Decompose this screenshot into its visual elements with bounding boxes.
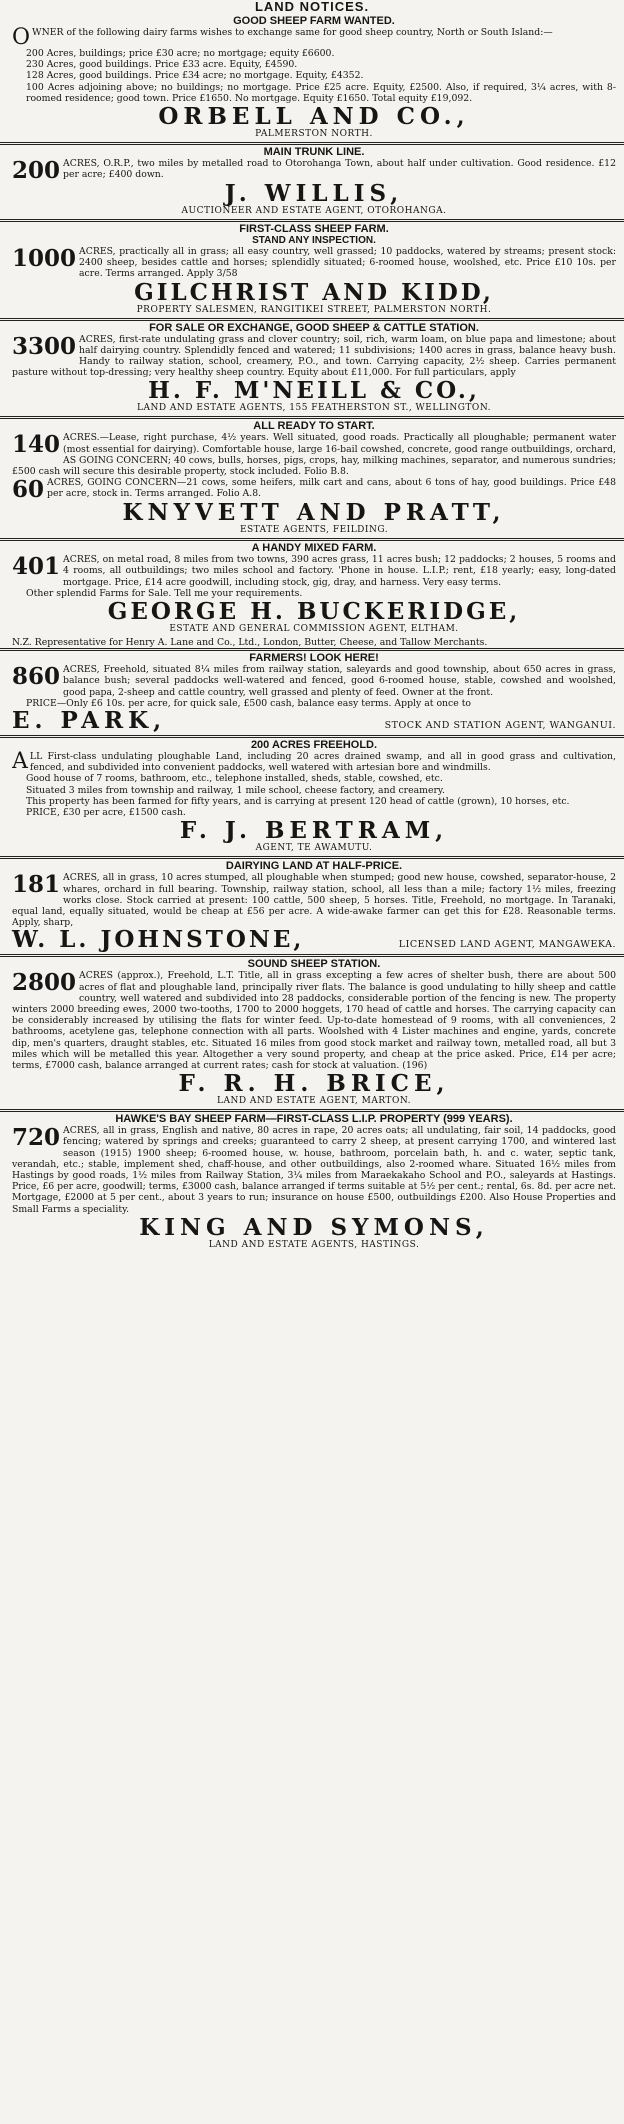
ad-body: OWNER of the following dairy farms wishes to exchange same for good sheep country, North or South Island:— — [12, 27, 553, 48]
ad-body: 1000 ACRES, practically all in grass; all easy country, well grassed; 10 paddocks, watered by streams; present stock: 2400 sheep, besides cattle and horses; splendidly situated; 6-roomed house, woolshed, etc. Price £10 10s. per acre. Terms arranged. Apply 3/58 — [12, 246, 616, 280]
ad-firm-name: E. PARK, — [12, 707, 167, 735]
ad-firm-address: PROPERTY SALESMEN, RANGITIKEI STREET, PALMERSTON NORTH. — [136, 304, 492, 315]
ad-firm-name: KNYVETT AND PRATT, — [122, 499, 506, 527]
ad-firm-name: F. R. H. BRICE, — [178, 1070, 450, 1098]
ad-lead: 3300 — [12, 333, 77, 360]
ad-subtitle: STAND ANY INSPECTION. — [252, 235, 376, 247]
ad-signature — [12, 928, 616, 954]
ad-lead: O — [12, 27, 31, 48]
ad-firm-name: GEORGE H. BUCKERIDGE, — [107, 598, 521, 626]
ad-body-line: 100 Acres adjoining above; no buildings; no mortgage. Price £25 acre. Equity, £2500. Also, if required, 3¼ acres, with 8-roomed residence; good town. Price £1650. No mortgage. Equity £1650. Total equity £19,092. — [26, 81, 616, 104]
ad-lead: 1000 — [12, 246, 77, 273]
ad-200-acres-freehold — [0, 739, 624, 859]
ad-body-line: 128 Acres, good buildings. Price £34 acre; no mortgage. Equity, £4352. — [26, 70, 364, 82]
ad-lead-second: 60 — [12, 477, 45, 501]
ad-body-line: PRICE, £30 per acre, £1500 cash. — [26, 807, 186, 819]
ad-lead: 140 — [12, 432, 61, 459]
ad-body: ALL First-class undulating ploughable Land, including 20 acres drained swamp, and all in good grass and cultivation, fenced, and subdivided into convenient paddocks, well watered with artesian bore and windmills. — [12, 751, 616, 774]
ad-lead: 860 — [12, 664, 61, 691]
ad-body: 720 ACRES, all in grass, English and native, 80 acres in rape, 20 acres oats; all undulating, fair soil, 14 paddocks, good fencing; watered by springs and creeks; guaranteed to carry 2 sheep, at present carrying 1700, and wintered last season (1915) 1900 sheep; 6-roomed house, w. house, bathroom, porcelain bath, h. and c. water, septic tank, verandah, etc.; stable, implement shed, chaff-house, and other outbuildings, also 2-roomed whare. Situated 16½ miles from Hastings by good roads, 1½ miles from Railway Station, 3¼ miles from Maraekakaho School and P.O., saleyards at Hastings. Price, £6 per acre, goodwill; terms, £3000 cash, balance arranged if terms suitable at 5½ per cent.; rental, 6s. 8d. per acre net. Mortgage, £2000 at 5 per cent., about 3 years to run; insurance on house £500, outbuildings £200. Also House Properties and Small Farms a speciality. — [12, 1125, 616, 1215]
ad-title: GOOD SHEEP FARM WANTED. — [233, 15, 395, 27]
ad-firm-name: J. WILLIS, — [224, 180, 404, 208]
ad-firm-address: ESTATE AGENTS, FEILDING. — [239, 525, 389, 536]
ad-body-line: Other splendid Farms for Sale. Tell me your requirements. — [26, 587, 303, 599]
ad-first-class-sheep-farm — [0, 223, 624, 321]
ad-lead: 720 — [12, 1125, 61, 1152]
ad-all-ready-to-start — [0, 420, 624, 541]
ad-firm-name: W. L. JOHNSTONE, — [12, 926, 305, 954]
ad-body-line: 200 Acres, buildings; price £30 acre; no mortgage; equity £6600. — [26, 48, 335, 59]
ad-title: SOUND SHEEP STATION. — [247, 958, 381, 971]
ad-body: 860 ACRES, Freehold, situated 8¼ miles from railway station, saleyards and good township, about 650 acres in grass, balance bush; several paddocks well-watered and fenced, good 6-roomed house, stable, cowshed and woolshed, good papa, 2-sheep and cattle country, well grassed and plenty of feed. Owner at the front. — [12, 664, 616, 698]
ad-lead: 401 — [12, 554, 61, 581]
ad-signature — [12, 709, 616, 735]
ad-body-line: PRICE—Only £6 10s. per acre, for quick sale, £500 cash, balance easy terms. Apply at once to — [26, 697, 472, 709]
ad-lead: 200 — [12, 158, 61, 182]
ad-sheep-cattle-station — [0, 322, 624, 420]
ad-body-line: This property has been farmed for fifty years, and is carrying at present 120 head of cattle (grown), 10 horses, etc. — [26, 795, 570, 807]
ad-good-sheep-farm-wanted — [0, 15, 624, 145]
ad-firm-name: GILCHRIST AND KIDD, — [134, 278, 494, 306]
ad-body: 200 ACRES, O.R.P., two miles by metalled road to Otorohanga Town, about half under cultivation. Good residence. £12 per acre; £400 down. — [12, 158, 616, 182]
ad-lead: 181 — [12, 872, 61, 899]
ad-firm-address: STOCK AND STATION AGENT, WANGANUI. — [384, 720, 616, 732]
ad-title: FIRST-CLASS SHEEP FARM. — [239, 223, 389, 236]
ad-title: ALL READY TO START. — [253, 420, 375, 433]
ad-firm-address: LICENSED LAND AGENT, MANGAWEKA. — [398, 939, 616, 951]
ad-firm-address: LAND AND ESTATE AGENTS, 155 FEATHERSTON ST., WELLINGTON. — [137, 403, 491, 414]
ad-body-second: 60 ACRES, GOING CONCERN—21 cows, some heifers, milk cart and cans, about 6 tons of hay, good buildings. Price £48 per acre, stock in. Terms arranged. Folio A.8. — [12, 477, 616, 501]
section-header: LAND NOTICES. — [254, 0, 370, 14]
ad-title: A HANDY MIXED FARM. — [251, 542, 377, 555]
ad-sound-sheep-station — [0, 958, 624, 1112]
ad-firm-note: N.Z. Representative for Henry A. Lane and Co., Ltd., London, Butter, Cheese, and Tallow Merchants. — [12, 637, 488, 649]
ad-title: DAIRYING LAND AT HALF-PRICE. — [225, 860, 403, 873]
ad-firm-name: H. F. M'NEILL & CO., — [148, 377, 480, 405]
ad-farmers-look-here — [0, 652, 624, 738]
ad-lead: A — [12, 751, 28, 774]
ad-title: MAIN TRUNK LINE. — [263, 146, 365, 159]
ad-body-line: Situated 3 miles from township and railway, 1 mile school, cheese factory, and creamery. — [26, 784, 445, 796]
ad-body: 2800 ACRES (approx.), Freehold, L.T. Title, all in grass excepting a few acres of shelter bush, there are about 500 acres of flat and ploughable land, principally river flats. The balance is good undulating to hilly sheep and cattle country, well watered and subdivided into 28 paddocks, considerable portion of the fencing is new. The property winters 2000 breeding ewes, 2000 two-tooths, 1700 to 2000 hoggets, 170 head of cattle and horses. The carrying capacity can be considerably increased by utilising the flats for winter feed. Up-to-date homestead of 9 rooms, with all conveniences, 2 bathrooms, acetylene gas, telephone connection with all parts. Woolshed with 4 Lister machines and engine, yards, concrete dip, men's quarters, draught stables, etc. Situated 16 miles from good stock market and railway town, metalled road, all but 3 miles which will be metalled this year. Altogether a very sound property, and cheap at the price asked. Price, £14 per acre; terms, £7000 cash, balance arranged at current rates; cash for stock at valuation. (196) — [12, 970, 616, 1071]
ad-firm-address: AGENT, TE AWAMUTU. — [255, 843, 373, 854]
ad-firm-address: PALMERSTON NORTH. — [255, 129, 373, 140]
ad-body: 140 ACRES.—Lease, right purchase, 4½ years. Well situated, good roads. Practically all ploughable; permanent water (most essential for dairying). Comfortable house, large 16-bail cowshed, concrete, good range outbuildings, orchard, AS GOING CONCERN; 40 cows, bulls, horses, pigs, crops, hay, milking machines, separator, and numerous sundries; £500 cash will secure this desirable property, stock included. Folio B.8. — [12, 432, 616, 478]
ad-firm-address: ESTATE AND GENERAL COMMISSION AGENT, ELTHAM. — [169, 624, 459, 635]
ad-firm-address: AUCTIONEER AND ESTATE AGENT, OTOROHANGA. — [181, 206, 447, 217]
ad-main-trunk-line — [0, 146, 624, 222]
ad-hawkes-bay-sheep-farm — [0, 1113, 624, 1253]
ad-firm-address: LAND AND ESTATE AGENTS, HASTINGS. — [208, 1239, 420, 1250]
ad-title: FOR SALE OR EXCHANGE, GOOD SHEEP & CATTLE STATION. — [149, 321, 479, 334]
ad-lead: 2800 — [12, 970, 77, 997]
ad-title: 200 ACRES FREEHOLD. — [250, 739, 378, 752]
ad-body: 401 ACRES, on metal road, 8 miles from two towns, 390 acres grass, 11 acres bush; 12 paddocks; 2 houses, 5 rooms and 4 rooms, all outbuildings; two miles school and factory. 'Phone in house. L.I.P.; rent, £18 yearly; easy, long-dated mortgage. Price, £14 acre goodwill, including stock, gig, dray, and harness. Very easy terms. — [12, 554, 616, 588]
ad-title: FARMERS! LOOK HERE! — [249, 652, 379, 665]
ad-firm-name: F. J. BERTRAM, — [179, 817, 449, 845]
ad-body: 181 ACRES, all in grass, 10 acres stumped, all ploughable when stumped; good new house, cowshed, separator-house, 2 whares, orchard in full bearing. Township, railway station, school, all less than a mile; factory 1½ miles, freezing works close. Stock carried at present: 100 cattle, 500 sheep, 5 horses. Title, Freehold, no mortgage. In Taranaki, equal land, equally situated, would be cheap at £56 per acre. A wide-awake farmer can get this for £28. Reasonable terms. Apply, sharp, — [12, 872, 616, 929]
ad-handy-mixed-farm — [0, 542, 624, 651]
ad-body-line: Good house of 7 rooms, bathroom, etc., telephone installed, sheds, stable, cowshed, etc. — [26, 773, 443, 785]
ad-dairying-land-half-price — [0, 860, 624, 957]
ad-firm-address: LAND AND ESTATE AGENT, MARTON. — [217, 1096, 411, 1107]
ad-body-line: 230 Acres, good buildings. Price £33 acre. Equity, £4590. — [26, 59, 298, 71]
ad-firm-name: ORBELL AND CO., — [158, 103, 470, 131]
ad-title: HAWKE'S BAY SHEEP FARM—FIRST-CLASS L.I.P. PROPERTY (999 YEARS). — [115, 1113, 513, 1126]
ad-firm-name: KING AND SYMONS, — [139, 1213, 489, 1241]
ad-body: 3300 ACRES, first-rate undulating grass and clover country; soil, rich, warm loam, on blue papa and limestone; about half dairying country. Splendidly fenced and watered; 11 subdivisions; 1400 acres in grass, balance heavy bush. Handy to railway station, school, creamery, P.O., and town. Carrying capacity, 2½ sheep. Carries permanent pasture without top-dressing; very healthy sheep country. Equity about £11,000. For full particulars, apply — [12, 333, 616, 379]
